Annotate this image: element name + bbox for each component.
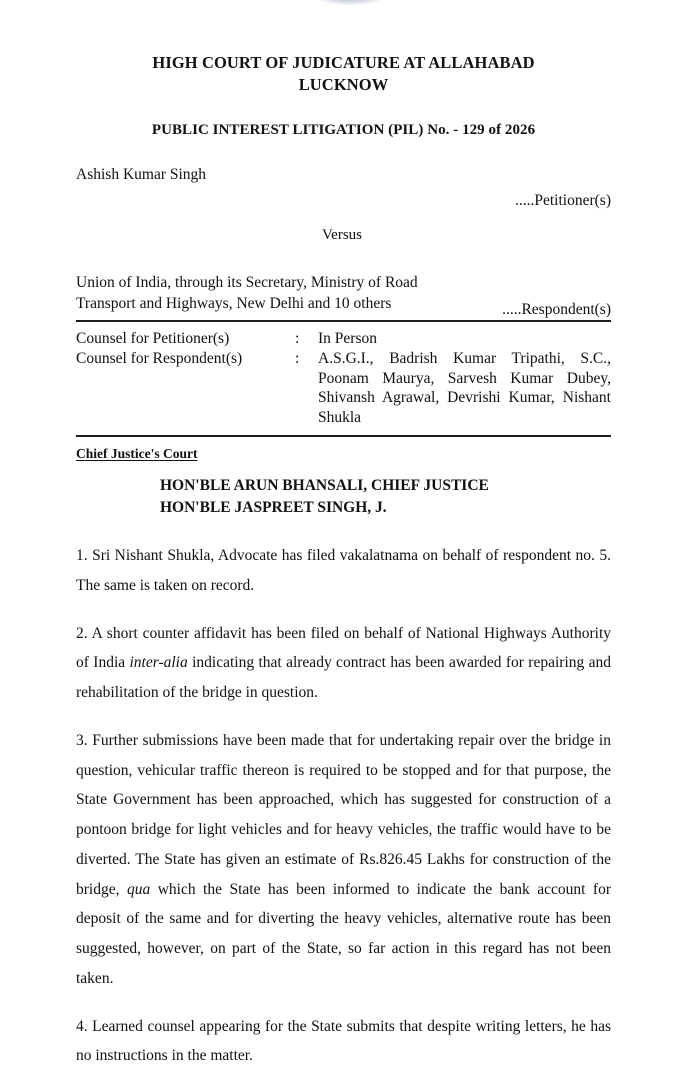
petitioner-role-label: .....Petitioner(s) [515,192,611,210]
parties-block [76,139,611,320]
counsel-respondent-label: Counsel for Respondent(s) [76,349,243,367]
versus-label: Versus [322,226,362,243]
court-title-line-1: HIGH COURT OF JUDICATURE AT ALLAHABAD [152,53,535,72]
court-name-wrapper [76,437,611,463]
counsel-respondent-value: A.S.G.I., Badrish Kumar Tripathi, S.C., Poonam Maurya, Sarvesh Kumar Dubey, Shivansh Agrawal, Devrishi Kumar, Nishant Shukla [318,349,611,427]
counsel-block [76,322,611,435]
counsel-respondent-separator: : [295,349,300,367]
respondent-block [76,245,611,320]
judge-name: HON'BLE ARUN BHANSALI, CHIEF JUSTICE [160,477,489,495]
judges-block [76,463,611,519]
counsel-petitioner-value: In Person [318,329,377,347]
order-paragraph: 4. Learned counsel appearing for the State submits that despite writing letters, he has no instructions in the matter. [76,1017,611,1065]
petitioner-name: Ashish Kumar Singh [76,165,207,183]
court-title-line-2: LUCKNOW [298,74,389,94]
respondent-role-label: .....Respondent(s) [502,300,611,318]
counsel-respondent-row [76,349,611,428]
order-paragraph: 2. A short counter affidavit has been filed on behalf of National Highways Authority of India inter-alia indicating that already contract has been awarded for repairing and rehabilitation of the bridge in question. [76,624,611,702]
counsel-petitioner-label: Counsel for Petitioner(s) [76,329,230,347]
respondent-name: Union of India, through its Secretary, Ministry of Road Transport and Highways, New Delhi and 10 others [76,274,418,312]
order-paragraph: 1. Sri Nishant Shukla, Advocate has filed vakalatnama on behalf of respondent no. 5. The same is taken on record. [76,547,611,594]
court-title [76,0,611,96]
order-body [76,519,611,1071]
order-paragraph: 3. Further submissions have been made that for undertaking repair over the bridge in question, vehicular traffic thereon is required to be stopped and for that purpose, the State Government has been approached, which has suggested for construction of a pontoon bridge for light vehicles and for heavy vehicles, the traffic would have to be diverted. The State has given an estimate of Rs.826.45 Lakhs for construction of the bridge, qua which the State has been informed to indicate the bank account for deposit of the same and for diverting the heavy vehicles, alternative route has been suggested, however, on part of the State, so far action in this regard has not been taken. [76,731,611,987]
court-name: Chief Justice's Court [76,446,198,462]
judge-name: HON'BLE JASPREET SINGH, J. [160,499,387,517]
counsel-petitioner-separator: : [295,329,300,347]
counsel-petitioner-row [76,329,611,349]
case-number: PUBLIC INTEREST LITIGATION (PIL) No. - 129 of 2026 [151,121,536,138]
